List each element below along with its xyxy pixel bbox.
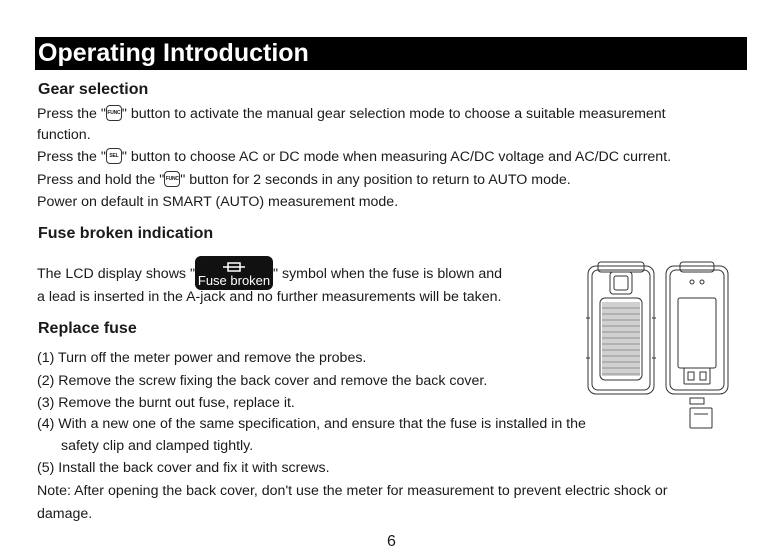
gear-line-2 xyxy=(37,148,671,166)
page-title: Operating Introduction xyxy=(35,37,747,70)
fuse-icon xyxy=(223,260,245,274)
section-heading-gear: Gear selection xyxy=(38,81,149,98)
fuse-symbol-text: Fuse broken xyxy=(197,273,271,288)
section-heading-replace: Replace fuse xyxy=(38,320,137,337)
text: Press the " xyxy=(37,106,106,122)
meter-back-cover-illustration xyxy=(586,258,736,438)
func-key-icon: FUNC xyxy=(164,171,180,187)
note-line-1: Note: After opening the back cover, don't use the meter for measurement to prevent electric shock or xyxy=(37,483,668,499)
text: " symbol when the fuse is blown and xyxy=(273,266,503,282)
gear-line-3 xyxy=(37,171,571,189)
step-5: (5) Install the back cover and fix it with screws. xyxy=(37,460,330,476)
section-heading-fuse: Fuse broken indication xyxy=(38,225,214,242)
sel-key-icon: SEL xyxy=(106,148,122,164)
step-1: (1) Turn off the meter power and remove the probes. xyxy=(37,350,367,366)
fuse-line-1 xyxy=(37,256,502,290)
step-4-cont: safety clip and clamped tightly. xyxy=(61,438,254,454)
text: The LCD display shows " xyxy=(37,266,196,282)
page-number: 6 xyxy=(387,533,396,550)
note-line-2: damage. xyxy=(37,506,93,522)
step-3: (3) Remove the burnt out fuse, replace it. xyxy=(37,395,295,411)
text: " button to activate the manual gear selection mode to choose a suitable measurement xyxy=(121,106,666,122)
fuse-line-2: a lead is inserted in the A-jack and no further measurements will be taken. xyxy=(37,289,502,305)
fuse-broken-symbol xyxy=(195,256,273,290)
gear-line-1-cont: function. xyxy=(37,127,91,143)
step-4: (4) With a new one of the same specification, and ensure that the fuse is installed in the xyxy=(37,416,586,432)
text: Press the " xyxy=(37,149,106,165)
step-2: (2) Remove the screw fixing the back cover and remove the back cover. xyxy=(37,373,488,389)
gear-line-1 xyxy=(37,105,666,123)
text: " button to choose AC or DC mode when measuring AC/DC voltage and AC/DC current. xyxy=(121,149,672,165)
func-key-icon: FUNC xyxy=(106,105,122,121)
gear-line-4: Power on default in SMART (AUTO) measurement mode. xyxy=(37,194,399,210)
text: " button for 2 seconds in any position to return to AUTO mode. xyxy=(180,172,571,188)
text: Press and hold the " xyxy=(37,172,165,188)
